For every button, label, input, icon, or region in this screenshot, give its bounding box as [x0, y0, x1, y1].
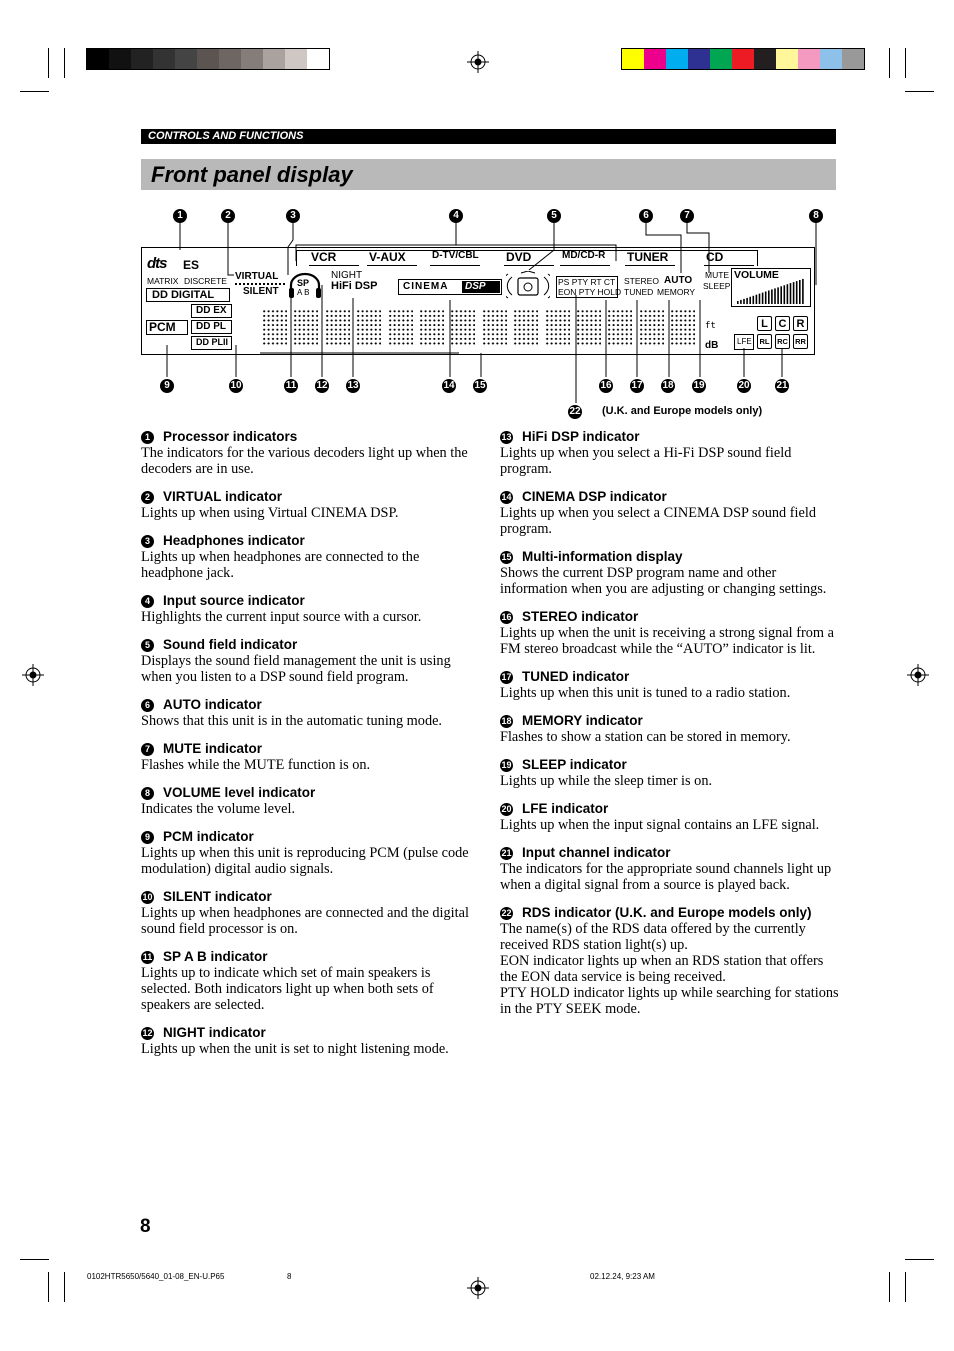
channel-indicator-c: C	[775, 316, 790, 331]
callout-6: 6	[639, 209, 653, 223]
channel-indicator-rl: RL	[757, 334, 772, 349]
item-title: Headphones indicator	[163, 533, 305, 548]
item-number-badge: 19	[501, 759, 512, 770]
callout-16: 16	[600, 380, 612, 391]
callout-18: 18	[662, 380, 674, 391]
ex-indicator: DD EX	[196, 305, 227, 316]
callout-2: 2	[221, 209, 235, 223]
gray-swatch	[109, 49, 131, 69]
description-column-right	[500, 429, 840, 1029]
color-calibration-bar	[621, 48, 865, 70]
item-body: Lights up when the unit is set to night listening mode.	[141, 1041, 449, 1057]
channel-indicator-rr: RR	[793, 334, 808, 349]
cinema-indicator: CINEMA	[403, 281, 449, 292]
dot-matrix-character	[325, 309, 350, 347]
volume-segment	[802, 279, 804, 304]
callout-12: 12	[316, 380, 328, 391]
callout-9: 9	[160, 379, 174, 393]
stereo-indicator: STEREO	[624, 276, 659, 286]
item-body: Lights up when headphones are connected to the headphone jack.	[141, 549, 420, 581]
gray-swatch	[153, 49, 175, 69]
item-title: SILENT indicator	[163, 889, 272, 904]
item-number-badge: 1	[141, 431, 154, 444]
callout-3: 3	[286, 209, 300, 223]
es-label: ES	[183, 258, 200, 272]
item-title: Processor indicators	[163, 429, 298, 444]
callout-21: 21	[776, 380, 788, 391]
registration-mark-icon	[467, 51, 489, 73]
item-title: AUTO indicator	[163, 697, 262, 712]
indicator-description	[500, 489, 840, 537]
color-swatch	[732, 49, 754, 69]
indicator-description	[141, 949, 479, 1013]
item-number-badge: 13	[501, 431, 512, 442]
item-number-badge: 12	[142, 1027, 153, 1038]
dot-matrix-character	[670, 309, 695, 347]
volume-segment	[771, 289, 773, 304]
gray-swatch	[241, 49, 263, 69]
dot-matrix-character	[576, 309, 601, 347]
item-body: Lights up when you select a CINEMA DSP sound field program.	[500, 505, 816, 537]
indicator-description	[141, 489, 479, 521]
item-number-badge: 8	[141, 787, 154, 800]
dot-matrix-character	[388, 309, 413, 347]
item-body: Lights up when this unit is tuned to a radio station.	[500, 685, 791, 701]
discrete-label: DISCRETE	[184, 276, 227, 286]
gray-swatch	[219, 49, 241, 69]
item-number-badge: 14	[501, 491, 512, 502]
volume-segment	[793, 282, 795, 304]
indicator-description	[500, 429, 840, 477]
dot-matrix-character	[513, 309, 538, 347]
gray-swatch	[175, 49, 197, 69]
dot-matrix-character	[262, 309, 287, 347]
volume-segment	[768, 291, 770, 305]
tuned-indicator: TUNED	[624, 287, 654, 297]
source-indicator-dvd: DVD	[506, 250, 532, 264]
dot-matrix-character	[450, 309, 475, 347]
rds-indicator-bottom: EON PTY HOLD	[558, 287, 622, 297]
gray-swatch	[197, 49, 219, 69]
volume-segment	[737, 301, 739, 304]
callout-14: 14	[443, 380, 455, 391]
gray-swatch	[87, 49, 109, 69]
item-title: Multi-information display	[522, 549, 683, 564]
item-title: SLEEP indicator	[522, 757, 627, 772]
item-number-badge: 22	[501, 907, 512, 918]
color-swatch	[754, 49, 776, 69]
page-number: 8	[140, 1216, 151, 1237]
silent-indicator: SILENT	[243, 286, 279, 297]
volume-segment	[759, 294, 761, 304]
speaker-ab-indicator: A B	[297, 288, 310, 297]
item-number-badge: 2	[141, 491, 154, 504]
footer-file: 0102HTR5650/5640_01-08_EN-U.P65	[87, 1272, 225, 1281]
item-number-badge: 17	[501, 671, 512, 682]
item-body: Lights up when the input signal contains an LFE signal.	[500, 817, 820, 833]
item-title: SP A B indicator	[163, 949, 268, 964]
item-number-badge: 9	[141, 831, 154, 844]
registration-mark-icon	[22, 664, 44, 686]
color-swatch	[798, 49, 820, 69]
color-swatch	[644, 49, 666, 69]
item-title: TUNED indicator	[522, 669, 630, 684]
pcm-indicator: PCM	[149, 320, 176, 334]
volume-segment	[746, 298, 748, 304]
sound-field-icon	[506, 271, 550, 301]
indicator-description	[500, 845, 840, 893]
section-label: CONTROLS AND FUNCTIONS	[141, 129, 836, 144]
source-indicator-v-aux: V-AUX	[369, 250, 406, 264]
source-indicator-cd: CD	[706, 250, 724, 264]
volume-segment	[777, 287, 779, 304]
callout-22: 22	[569, 406, 581, 417]
gray-swatch	[263, 49, 285, 69]
volume-level-meter	[734, 278, 808, 305]
dot-matrix-character	[356, 309, 381, 347]
item-body: Shows the current DSP program name and other information when you are adjusting or changing settings.	[500, 565, 827, 597]
source-indicator-vcr: VCR	[311, 250, 337, 264]
footer-page: 8	[287, 1272, 292, 1281]
lfe-indicator: LFE	[737, 337, 752, 346]
rds-indicator-top: PS PTY RT CT	[558, 277, 616, 287]
sp-indicator: SP	[297, 278, 310, 288]
indicator-description	[141, 785, 479, 817]
item-body: Lights up when headphones are connected and the digital sound field processor is on.	[141, 905, 469, 937]
digital-indicator: DD DIGITAL	[152, 289, 215, 301]
item-body: The indicators for the various decoders light up when the decoders are in use.	[141, 445, 468, 477]
indicator-description	[500, 757, 840, 789]
item-title: Input source indicator	[163, 593, 305, 608]
volume-segment	[743, 299, 745, 304]
source-indicator-md-cd-r: MD/CD-R	[562, 250, 606, 261]
dot-matrix-character	[639, 309, 664, 347]
db-unit-indicator: dB	[705, 340, 719, 351]
virtual-indicator: VIRTUAL	[235, 271, 279, 282]
dot-matrix-character	[482, 309, 507, 347]
volume-segment	[799, 280, 801, 304]
diagram-note: (U.K. and Europe models only)	[602, 405, 763, 417]
page-title: Front panel display	[141, 159, 836, 190]
item-number-badge: 10	[142, 891, 153, 902]
sleep-indicator: SLEEP	[703, 281, 731, 291]
item-body: Flashes to show a station can be stored in memory.	[500, 729, 791, 745]
channel-indicator-r: R	[793, 316, 808, 331]
indicator-description	[141, 829, 479, 877]
volume-segment	[784, 285, 786, 304]
color-swatch	[666, 49, 688, 69]
item-body: Displays the sound field management the unit is using when you listen to a DSP sound field program.	[141, 653, 451, 685]
callout-4: 4	[449, 209, 463, 223]
item-title: NIGHT indicator	[163, 1025, 266, 1040]
item-title: PCM indicator	[163, 829, 254, 844]
item-body: Lights up when you select a Hi-Fi DSP sound field program.	[500, 445, 792, 477]
callout-17: 17	[631, 380, 643, 391]
dot-matrix-character	[419, 309, 444, 347]
channel-indicator-rc: RC	[775, 334, 790, 349]
volume-segment	[790, 283, 792, 304]
gray-swatch	[307, 49, 329, 69]
dot-matrix-character	[293, 309, 318, 347]
item-number-badge: 7	[141, 743, 154, 756]
item-title: VIRTUAL indicator	[163, 489, 283, 504]
volume-segment	[780, 286, 782, 304]
color-swatch	[622, 49, 644, 69]
gray-swatch	[285, 49, 307, 69]
indicator-description	[141, 637, 479, 685]
dot-matrix-character	[545, 309, 570, 347]
callout-7: 7	[680, 209, 694, 223]
callout-13: 13	[347, 380, 359, 391]
item-number-badge: 6	[141, 699, 154, 712]
ft-unit-indicator: ft	[705, 321, 716, 331]
item-title: Sound field indicator	[163, 637, 298, 652]
footer-date: 02.12.24, 9:23 AM	[590, 1272, 655, 1281]
source-indicator-tuner: TUNER	[627, 250, 669, 264]
dot-matrix-character	[607, 309, 632, 347]
item-body: Lights up when using Virtual CINEMA DSP.	[141, 505, 399, 521]
matrix-label: MATRIX	[147, 276, 179, 286]
item-body: Flashes while the MUTE function is on.	[141, 757, 371, 773]
item-number-badge: 21	[501, 847, 512, 858]
pl-indicator: DD PL	[196, 321, 226, 332]
indicator-description	[141, 741, 479, 773]
item-body: Indicates the volume level.	[141, 801, 296, 817]
volume-segment	[787, 284, 789, 304]
memory-indicator: MEMORY	[657, 287, 696, 297]
item-body: Shows that this unit is in the automatic tuning mode.	[141, 713, 443, 729]
indicator-description	[141, 697, 479, 729]
item-title: VOLUME level indicator	[163, 785, 316, 800]
indicator-description	[141, 429, 479, 477]
auto-indicator: AUTO	[664, 275, 693, 286]
color-swatch	[710, 49, 732, 69]
volume-segment	[753, 296, 755, 304]
volume-segment	[774, 288, 776, 304]
hifi-dsp-indicator: HiFi DSP	[331, 280, 378, 292]
indicator-description	[141, 889, 479, 937]
item-title: HiFi DSP indicator	[522, 429, 640, 444]
registration-mark-icon	[467, 1277, 489, 1299]
callout-8: 8	[809, 209, 823, 223]
item-number-badge: 15	[501, 551, 512, 562]
gray-scale-bar	[86, 48, 330, 70]
volume-segment	[765, 292, 767, 305]
indicator-description	[500, 609, 840, 657]
item-title: Input channel indicator	[522, 845, 671, 860]
mute-indicator: MUTE	[705, 270, 730, 280]
item-number-badge: 3	[141, 535, 154, 548]
channel-indicator-l: L	[757, 316, 772, 331]
item-title: STEREO indicator	[522, 609, 639, 624]
registration-mark-icon	[907, 664, 929, 686]
source-indicator-d-tv-cbl: D-TV/CBL	[432, 250, 479, 261]
callout-11: 11	[285, 380, 297, 391]
night-indicator: NIGHT	[331, 270, 363, 281]
item-title: MUTE indicator	[163, 741, 263, 756]
indicator-description	[500, 713, 840, 745]
callout-1: 1	[173, 209, 187, 223]
callout-19: 19	[693, 380, 705, 391]
volume-segment	[740, 300, 742, 304]
item-title: CINEMA DSP indicator	[522, 489, 667, 504]
color-swatch	[776, 49, 798, 69]
item-body: The name(s) of the RDS data offered by the currently received RDS station light(s) up. EON indicator lights up when an RDS station that offers the EON data service is being received. PTY HOLD indicator lights up while searching for stations in the PTY SEEK mode.	[500, 921, 839, 1017]
plii-indicator: DD PLII	[196, 337, 229, 347]
volume-segment	[762, 293, 764, 304]
item-number-badge: 16	[501, 611, 512, 622]
item-body: Lights up while the sleep timer is on.	[500, 773, 713, 789]
item-body: Lights up to indicate which set of main speakers is selected. Both indicators light up when both sets of speakers are selected.	[141, 965, 434, 1013]
color-swatch	[842, 49, 864, 69]
callout-10: 10	[230, 380, 242, 391]
item-number-badge: 20	[501, 803, 512, 814]
indicator-description	[500, 905, 840, 1017]
dsp-indicator: DSP	[465, 281, 486, 292]
indicator-description	[500, 801, 840, 833]
item-number-badge: 11	[142, 951, 153, 962]
item-number-badge: 5	[141, 639, 154, 652]
indicator-description	[141, 1025, 479, 1057]
indicator-description	[500, 549, 840, 597]
volume-segment	[756, 295, 758, 304]
callout-20: 20	[738, 380, 750, 391]
item-body: Lights up when this unit is reproducing PCM (pulse code modulation) digital audio signals.	[141, 845, 469, 877]
volume-segment	[796, 281, 798, 304]
color-swatch	[820, 49, 842, 69]
item-number-badge: 18	[501, 715, 512, 726]
item-body: The indicators for the appropriate sound channels light up when a digital signal from a source is played back.	[500, 861, 832, 893]
indicator-description	[500, 669, 840, 701]
indicator-description	[141, 593, 479, 625]
gray-swatch	[131, 49, 153, 69]
item-title: LFE indicator	[522, 801, 609, 816]
item-body: Highlights the current input source with a cursor.	[141, 609, 422, 625]
volume-indicator: VOLUME	[734, 269, 779, 281]
indicator-description	[141, 533, 479, 581]
callout-15: 15	[474, 380, 486, 391]
volume-segment	[749, 297, 751, 304]
description-column-left	[141, 429, 479, 1069]
dts-logo: dts	[147, 255, 167, 272]
item-number-badge: 4	[141, 595, 154, 608]
color-swatch	[688, 49, 710, 69]
item-title: RDS indicator (U.K. and Europe models only)	[522, 905, 812, 920]
item-title: MEMORY indicator	[522, 713, 643, 728]
item-body: Lights up when the unit is receiving a strong signal from a FM stereo broadcast while the “AUTO” indicator is lit.	[500, 625, 834, 657]
callout-5: 5	[547, 209, 561, 223]
